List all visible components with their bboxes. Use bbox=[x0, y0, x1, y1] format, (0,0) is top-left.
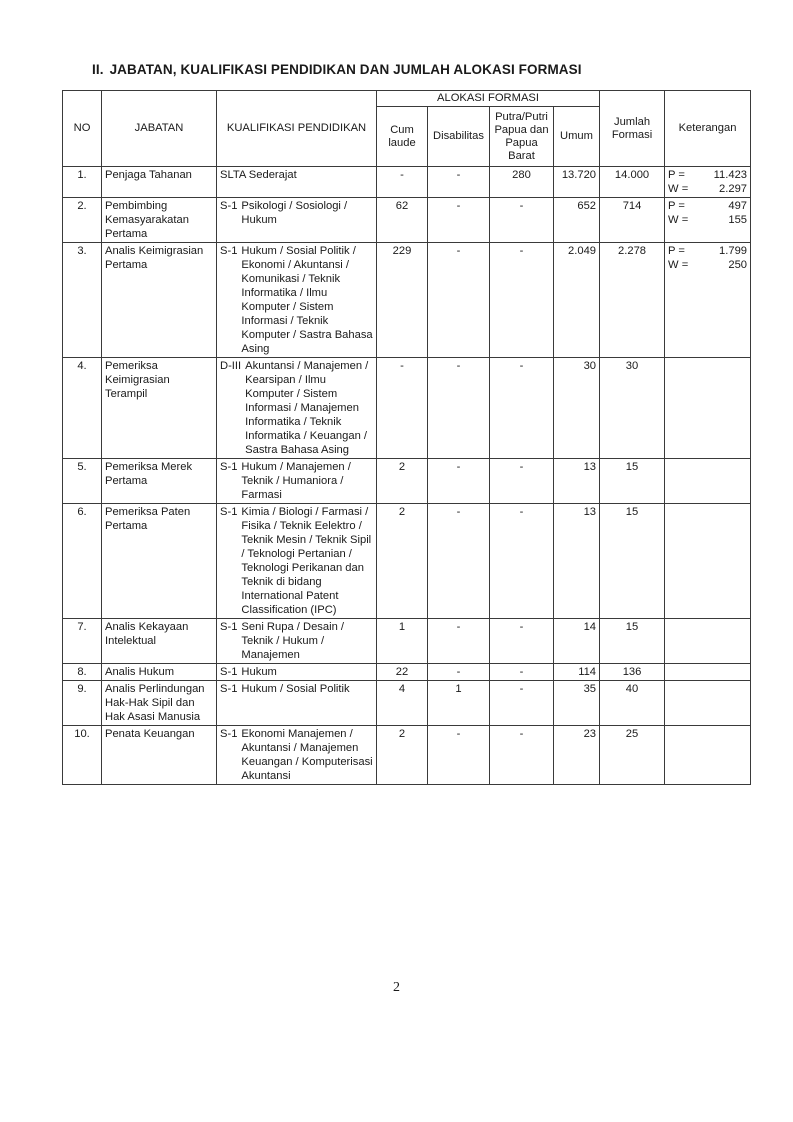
keterangan-line bbox=[668, 182, 747, 196]
keterangan-cell bbox=[665, 504, 751, 619]
kualifikasi-text: Seni Rupa / Desain / Teknik / Hukum / Manajemen bbox=[241, 621, 345, 661]
section-title-text: JABATAN, KUALIFIKASI PENDIDIKAN DAN JUMLAH ALOKASI FORMASI bbox=[109, 62, 582, 77]
umum-cell: 13 bbox=[554, 459, 600, 504]
keterangan-line bbox=[668, 213, 747, 227]
jabatan-cell: Pemeriksa Merek Pertama bbox=[102, 459, 217, 504]
keterangan-cell bbox=[665, 664, 751, 681]
jumlah-cell: 136 bbox=[600, 664, 665, 681]
jumlah-cell: 714 bbox=[600, 198, 665, 243]
keterangan-label: P = bbox=[668, 169, 685, 181]
keterangan-label: P = bbox=[668, 200, 685, 212]
jabatan-cell: Pemeriksa Paten Pertama bbox=[102, 504, 217, 619]
jumlah-cell: 25 bbox=[600, 726, 665, 785]
umum-cell: 30 bbox=[554, 358, 600, 459]
jabatan-cell: Penjaga Tahanan bbox=[102, 167, 217, 198]
papua-cell: - bbox=[490, 726, 554, 785]
kualifikasi-text: Psikologi / Sosiologi / Hukum bbox=[241, 200, 348, 226]
jumlah-cell: 15 bbox=[600, 504, 665, 619]
umum-cell: 14 bbox=[554, 619, 600, 664]
keterangan-cell bbox=[665, 726, 751, 785]
cumlaude-cell: - bbox=[377, 167, 428, 198]
table-row bbox=[63, 358, 751, 459]
disabilitas-cell: 1 bbox=[428, 681, 490, 726]
cumlaude-cell: 2 bbox=[377, 459, 428, 504]
table-row bbox=[63, 243, 751, 358]
keterangan-value: 497 bbox=[728, 200, 748, 212]
row-number: 10. bbox=[63, 726, 102, 785]
keterangan-label: W = bbox=[668, 259, 689, 271]
kualifikasi-text: Hukum / Manajemen / Teknik / Humaniora / Farmasi bbox=[241, 461, 351, 501]
keterangan-cell bbox=[665, 167, 751, 198]
cumlaude-cell: 2 bbox=[377, 726, 428, 785]
keterangan-value: 11.423 bbox=[713, 169, 748, 181]
kualifikasi-content bbox=[220, 620, 373, 662]
papua-cell: - bbox=[490, 504, 554, 619]
row-number: 6. bbox=[63, 504, 102, 619]
degree-level: S-1 bbox=[220, 666, 238, 678]
keterangan-value: 155 bbox=[728, 214, 748, 226]
disabilitas-cell: - bbox=[428, 198, 490, 243]
kualifikasi-cell bbox=[217, 358, 377, 459]
cumlaude-cell: - bbox=[377, 358, 428, 459]
kualifikasi-cell bbox=[217, 459, 377, 504]
formation-table bbox=[62, 90, 751, 785]
umum-cell: 13 bbox=[554, 504, 600, 619]
jabatan-cell: Analis Kekayaan Intelektual bbox=[102, 619, 217, 664]
page-number: 2 bbox=[393, 980, 400, 995]
kualifikasi-text: Akuntansi / Manajemen / Kearsipan / Ilmu Komputer / Sistem Informasi / Manajemen Informatika / Teknik Informatika / Keuangan / Sastra Bahasa Asing bbox=[245, 360, 369, 456]
papua-cell: 280 bbox=[490, 167, 554, 198]
keterangan-label: W = bbox=[668, 183, 689, 195]
disabilitas-cell: - bbox=[428, 167, 490, 198]
jabatan-cell: Pembimbing Kemasyarakatan Pertama bbox=[102, 198, 217, 243]
umum-cell: 13.720 bbox=[554, 167, 600, 198]
umum-cell: 652 bbox=[554, 198, 600, 243]
kualifikasi-cell bbox=[217, 664, 377, 681]
kualifikasi-text: SLTA Sederajat bbox=[220, 169, 297, 181]
kualifikasi-text: Hukum / Sosial Politik / Ekonomi / Akuntansi / Komunikasi / Teknik Informatika / Ilmu Komputer / Sistem Informasi / Teknik Komputer / Sastra Bahasa Asing bbox=[241, 245, 373, 355]
table-row bbox=[63, 504, 751, 619]
header-jumlah: Jumlah Formasi bbox=[600, 91, 665, 167]
jabatan-cell: Analis Hukum bbox=[102, 664, 217, 681]
kualifikasi-content bbox=[220, 682, 373, 696]
keterangan-line bbox=[668, 199, 747, 213]
keterangan-value: 250 bbox=[728, 259, 748, 271]
keterangan-cell bbox=[665, 459, 751, 504]
section-title bbox=[92, 62, 582, 77]
kualifikasi-content bbox=[220, 665, 373, 679]
header-keterangan: Keterangan bbox=[665, 91, 751, 167]
keterangan-line bbox=[668, 168, 747, 182]
degree-level: S-1 bbox=[220, 621, 238, 633]
cumlaude-cell: 22 bbox=[377, 664, 428, 681]
papua-cell: - bbox=[490, 198, 554, 243]
jabatan-cell: Penata Keuangan bbox=[102, 726, 217, 785]
cumlaude-cell: 62 bbox=[377, 198, 428, 243]
kualifikasi-cell bbox=[217, 198, 377, 243]
row-number: 2. bbox=[63, 198, 102, 243]
papua-cell: - bbox=[490, 243, 554, 358]
kualifikasi-cell bbox=[217, 167, 377, 198]
header-disabilitas: Disabilitas bbox=[428, 107, 490, 167]
kualifikasi-text: Hukum bbox=[241, 666, 277, 678]
umum-cell: 2.049 bbox=[554, 243, 600, 358]
keterangan-label: W = bbox=[668, 214, 689, 226]
kualifikasi-cell bbox=[217, 726, 377, 785]
table-body bbox=[63, 167, 751, 785]
keterangan-value: 2.297 bbox=[719, 183, 748, 195]
degree-level: D-III bbox=[220, 360, 242, 372]
cumlaude-cell: 229 bbox=[377, 243, 428, 358]
papua-cell: - bbox=[490, 681, 554, 726]
degree-level: S-1 bbox=[220, 461, 238, 473]
header-papua: Putra/Putri Papua dan Papua Barat bbox=[490, 107, 554, 167]
table-row bbox=[63, 726, 751, 785]
jumlah-cell: 30 bbox=[600, 358, 665, 459]
kualifikasi-content bbox=[220, 168, 373, 182]
row-number: 9. bbox=[63, 681, 102, 726]
row-number: 5. bbox=[63, 459, 102, 504]
header-alokasi: ALOKASI FORMASI bbox=[377, 91, 600, 107]
kualifikasi-content bbox=[220, 460, 373, 502]
disabilitas-cell: - bbox=[428, 619, 490, 664]
header-cumlaude: Cum laude bbox=[377, 107, 428, 167]
disabilitas-cell: - bbox=[428, 243, 490, 358]
disabilitas-cell: - bbox=[428, 504, 490, 619]
row-number: 1. bbox=[63, 167, 102, 198]
kualifikasi-content bbox=[220, 199, 373, 227]
jumlah-cell: 14.000 bbox=[600, 167, 665, 198]
disabilitas-cell: - bbox=[428, 664, 490, 681]
jabatan-cell: Analis Keimigrasian Pertama bbox=[102, 243, 217, 358]
keterangan-line bbox=[668, 258, 747, 272]
table-row bbox=[63, 198, 751, 243]
degree-level: S-1 bbox=[220, 728, 238, 740]
kualifikasi-cell bbox=[217, 504, 377, 619]
keterangan-label: P = bbox=[668, 245, 685, 257]
section-number: II. bbox=[92, 62, 104, 77]
row-number: 8. bbox=[63, 664, 102, 681]
jumlah-cell: 15 bbox=[600, 619, 665, 664]
papua-cell: - bbox=[490, 358, 554, 459]
table-row bbox=[63, 664, 751, 681]
degree-level: S-1 bbox=[220, 683, 238, 695]
keterangan-line bbox=[668, 244, 747, 258]
umum-cell: 23 bbox=[554, 726, 600, 785]
jabatan-cell: Analis Perlindungan Hak-Hak Sipil dan Hak Asasi Manusia bbox=[102, 681, 217, 726]
degree-level: S-1 bbox=[220, 200, 238, 212]
row-number: 4. bbox=[63, 358, 102, 459]
keterangan-cell bbox=[665, 243, 751, 358]
header-jabatan: JABATAN bbox=[102, 91, 217, 167]
table-row bbox=[63, 681, 751, 726]
keterangan-cell bbox=[665, 619, 751, 664]
kualifikasi-cell bbox=[217, 619, 377, 664]
degree-level: S-1 bbox=[220, 506, 238, 518]
header-umum: Umum bbox=[554, 107, 600, 167]
kualifikasi-cell bbox=[217, 243, 377, 358]
disabilitas-cell: - bbox=[428, 459, 490, 504]
disabilitas-cell: - bbox=[428, 358, 490, 459]
keterangan-value: 1.799 bbox=[719, 245, 748, 257]
table-row bbox=[63, 619, 751, 664]
umum-cell: 35 bbox=[554, 681, 600, 726]
table-row bbox=[63, 459, 751, 504]
jumlah-cell: 2.278 bbox=[600, 243, 665, 358]
cumlaude-cell: 2 bbox=[377, 504, 428, 619]
kualifikasi-content bbox=[220, 727, 373, 783]
kualifikasi-cell bbox=[217, 681, 377, 726]
keterangan-cell bbox=[665, 198, 751, 243]
header-no: NO bbox=[63, 91, 102, 167]
kualifikasi-text: Ekonomi Manajemen / Akuntansi / Manajemen Keuangan / Komputerisasi Akuntansi bbox=[241, 728, 373, 782]
umum-cell: 114 bbox=[554, 664, 600, 681]
cumlaude-cell: 4 bbox=[377, 681, 428, 726]
keterangan-cell bbox=[665, 681, 751, 726]
kualifikasi-text: Hukum / Sosial Politik bbox=[241, 683, 350, 695]
jumlah-cell: 15 bbox=[600, 459, 665, 504]
row-number: 7. bbox=[63, 619, 102, 664]
papua-cell: - bbox=[490, 619, 554, 664]
cumlaude-cell: 1 bbox=[377, 619, 428, 664]
row-number: 3. bbox=[63, 243, 102, 358]
jabatan-cell: Pemeriksa Keimigrasian Terampil bbox=[102, 358, 217, 459]
kualifikasi-content bbox=[220, 244, 373, 356]
disabilitas-cell: - bbox=[428, 726, 490, 785]
kualifikasi-text: Kimia / Biologi / Farmasi / Fisika / Teknik Eelektro / Teknik Mesin / Teknik Sipil / Teknologi Pertanian / Teknologi Perikanan dan Teknik di bidang International Patent Classification (IPC) bbox=[241, 506, 372, 616]
kualifikasi-content bbox=[220, 505, 373, 617]
keterangan-cell bbox=[665, 358, 751, 459]
papua-cell: - bbox=[490, 664, 554, 681]
papua-cell: - bbox=[490, 459, 554, 504]
jumlah-cell: 40 bbox=[600, 681, 665, 726]
header-kualifikasi: KUALIFIKASI PENDIDIKAN bbox=[217, 91, 377, 167]
table-header bbox=[63, 91, 751, 167]
degree-level: S-1 bbox=[220, 245, 238, 257]
kualifikasi-content bbox=[220, 359, 373, 457]
table-row bbox=[63, 167, 751, 198]
